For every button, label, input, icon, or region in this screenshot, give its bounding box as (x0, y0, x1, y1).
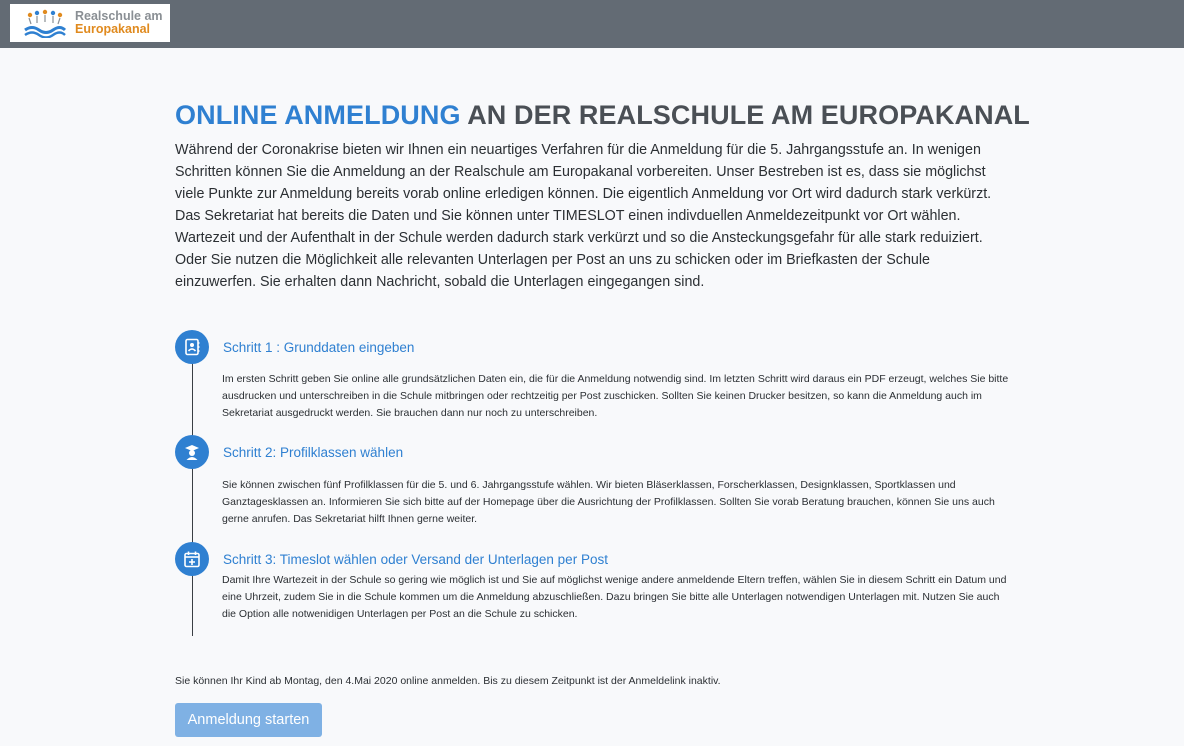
page-title-rest: AN DER REALSCHULE AM EUROPAKANAL (460, 100, 1030, 130)
student-icon (175, 435, 209, 469)
step-3-title: Schritt 3: Timeslot wählen oder Versand der Unterlagen per Post (223, 552, 608, 567)
step-1-text: Im ersten Schritt geben Sie online alle grundsätzlichen Daten ein, die für die Anmeldung notwendig sind. Im letzten Schritt wird daraus ein PDF erzeugt, welches Sie bitte ausdrucken und unterschreiben in die Schule mitbringen oder rechtzeitig per Post zuschicken. Sollten Sie keinen Drucker besitzen, so kann die Anmeldung auch im Sekretariat ausgedruckt werden. Sie brauchen dann nur noch zu unterschreiben. (222, 373, 1009, 419)
step-2-title: Schritt 2: Profilklassen wählen (223, 445, 404, 460)
school-logo[interactable] (10, 4, 170, 42)
step-2-text: Sie können zwischen fünf Profilklassen für die 5. und 6. Jahrgangsstufe wählen. Wir bieten Bläserklassen, Forscherklassen, Designklassen, Sportklassen und Ganztagesklassen an. Informieren Sie sich bitte auf der Homepage über die Ausrichtung der Profilklassen. Sollten Sie vorab Beratung brauchen, können Sie uns auch gerne anrufen. Das Sekretariat hilft Ihnen gerne weiter. (222, 479, 995, 525)
calendar-add-icon (175, 542, 209, 576)
top-navigation-bar (0, 0, 1184, 48)
school-logo-icon (24, 8, 66, 38)
contact-card-icon (175, 330, 209, 364)
page-title (175, 100, 1055, 131)
step-1-title: Schritt 1 : Grunddaten eingeben (223, 340, 415, 355)
page-title-accent: ONLINE ANMELDUNG (175, 100, 461, 130)
step-3-text: Damit Ihre Wartezeit in der Schule so gering wie möglich ist und Sie auf möglichst wenige andere anmeldende Eltern treffen, wählen Sie in diesem Schritt ein Datum und eine Uhrzeit, zudem Sie in die Schule kommen um die Anmeldung abzuschließen. Dazu bringen Sie bitte alle Unterlagen notwendigen Unterlagen mit. Nutzen Sie auch die Option alle notwenidigen Unterlagen per Post an die Schule zu schicken. (222, 574, 1007, 620)
logo-text-line2: Europakanal (75, 22, 151, 36)
start-registration-button[interactable]: Anmeldung starten (175, 703, 322, 737)
registration-notice: Sie können Ihr Kind ab Montag, den 4.Mai 2020 online anmelden. Bis zu diesem Zeitpunkt ist der Anmeldelink inaktiv. (175, 675, 721, 687)
intro-text: Während der Coronakrise bieten wir Ihnen ein neuartiges Verfahren für die Anmeldung für die 5. Jahrgangsstufe an. In wenigen Schritten können Sie die Anmeldung an der Realschule am Europakanal vorbereiten. Unser Bestreben ist es, dass sie möglichst viele Punkte zur Anmeldung bereits vorab online erledigen können. Die eigentlich Anmeldung vor Ort wird dadurch stark verkürzt. Das Sekretariat hat bereits die Daten und Sie können unter TIMESLOT einen indivduellen Anmeldezeitpunkt vor Ort wählen. Wartezeit und der Aufenthalt in der Schule werden dadurch stark verkürzt und so die Ansteckungsgefahr für alle stark reduiziert. Oder Sie nutzen die Möglichkeit alle relevanten Unterlagen per Post an uns zu schicken oder im Briefkasten der Schule einzuwerfen. Sie erhalten dann Nachricht, sobald die Unterlagen eingegangen sind. (175, 142, 992, 290)
timeline-line (192, 360, 193, 636)
logo-text-line1: Realschule am (75, 9, 163, 23)
